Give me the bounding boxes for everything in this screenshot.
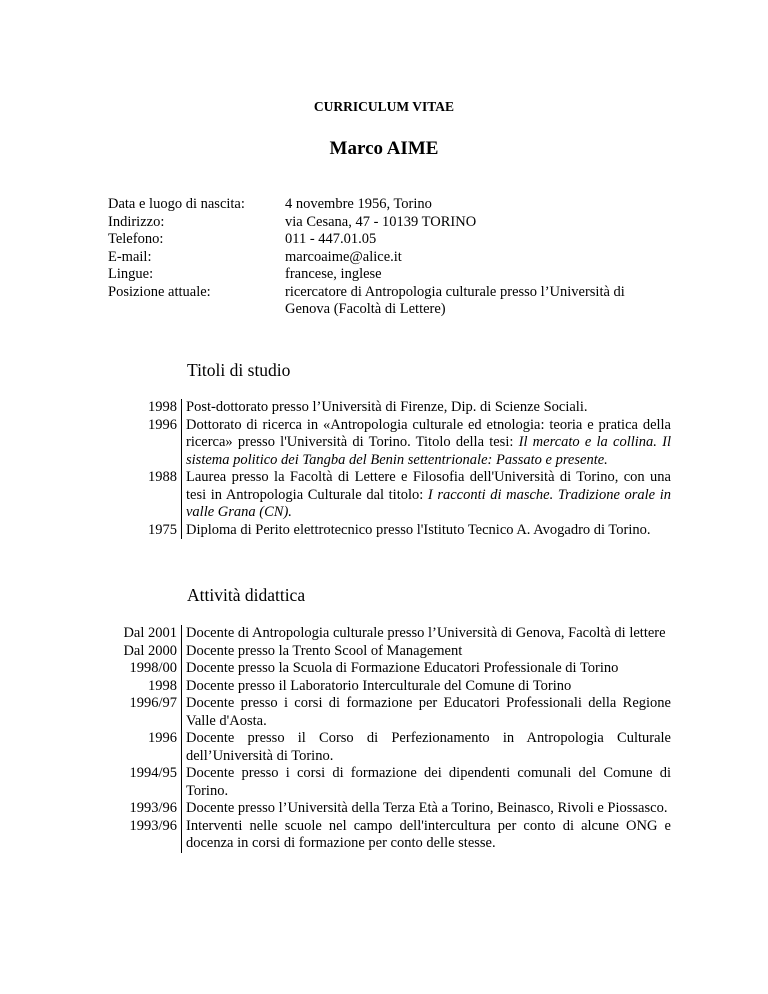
timeline-row — [100, 660, 671, 678]
timeline-row — [100, 399, 671, 417]
timeline-row — [100, 695, 671, 730]
timeline-text — [181, 417, 671, 470]
timeline-row — [100, 765, 671, 800]
timeline-year: 1993/96 — [129, 800, 177, 816]
info-value: 4 novembre 1956, Torino — [285, 196, 432, 212]
timeline-row — [100, 417, 671, 470]
thesis-title: I racconti di masche. Tradizione orale in valle Grana (CN). — [186, 486, 671, 520]
timeline-text: Docente presso l’Università della Terza Età a Torino, Beinasco, Rivoli e Piossasco. — [181, 800, 671, 818]
timeline-text: Interventi nelle scuole nel campo dell'intercultura per conto di alcune ONG e docenza in corsi di formazione per conto delle stesse. — [181, 818, 671, 853]
info-row-position — [108, 284, 668, 319]
info-value: via Cesana, 47 - 10139 TORINO — [285, 213, 477, 230]
info-label: Telefono: — [108, 231, 164, 247]
didattica-timeline — [100, 625, 671, 853]
timeline-text: Docente di Antropologia culturale presso l’Università di Genova, Facoltà di lettere — [181, 625, 671, 643]
section-heading-didattica: Attività didattica — [187, 585, 306, 605]
timeline-text: Docente presso i corsi di formazione per Educatori Professionali della Regione Valle d'Aosta. — [181, 695, 671, 730]
timeline-text — [181, 399, 671, 417]
timeline-text: Docente presso il Corso di Perfezionamento in Antropologia Culturale dell’Università di Torino. — [181, 730, 671, 765]
info-row-address — [108, 214, 668, 232]
timeline-year: 1998 — [148, 677, 177, 694]
timeline-row — [100, 800, 671, 818]
timeline-year: 1975 — [148, 521, 177, 538]
document-title: CURRICULUM VITAE — [313, 99, 455, 114]
entry-text: Diploma di Perito elettrotecnico presso l'Istituto Tecnico A. Avogadro di Torino. — [186, 521, 651, 538]
timeline-text: Docente presso i corsi di formazione dei dipendenti comunali del Comune di Torino. — [181, 765, 671, 800]
person-name: Marco AIME — [329, 138, 439, 159]
info-row-phone — [108, 231, 668, 249]
timeline-year: 1998/00 — [129, 660, 177, 676]
timeline-row — [100, 818, 671, 853]
personal-info — [108, 196, 668, 319]
timeline-year: 1998 — [148, 399, 177, 415]
timeline-text: Docente presso la Trento Scool of Management — [181, 643, 671, 661]
info-value: marcoaime@alice.it — [285, 248, 402, 265]
timeline-row — [100, 643, 671, 661]
timeline-row — [100, 678, 671, 696]
info-row-birth — [108, 196, 668, 214]
timeline-row — [100, 730, 671, 765]
timeline-year: Dal 2001 — [123, 625, 177, 641]
timeline-year: 1994/95 — [129, 765, 177, 781]
section-heading-titoli: Titoli di studio — [187, 360, 291, 380]
info-row-languages — [108, 266, 668, 284]
timeline-row — [100, 522, 671, 540]
timeline-row — [100, 625, 671, 643]
info-label: Lingue: — [108, 266, 154, 282]
timeline-year: 1988 — [148, 469, 177, 485]
info-value: ricercatore di Antropologia culturale presso l’Università di Genova (Facoltà di Lettere) — [285, 283, 625, 317]
info-label: Indirizzo: — [108, 213, 165, 230]
entry-text: Laurea presso la Facoltà di Lettere e Filosofia dell'Università di Torino, con una tesi in Antropologia Culturale dal titolo: — [186, 469, 671, 503]
timeline-year: 1996 — [148, 730, 177, 746]
info-label: Data e luogo di nascita: — [108, 196, 245, 212]
timeline-year: 1996 — [148, 416, 177, 433]
timeline-text — [181, 469, 671, 522]
thesis-title: Il mercato e la collina. Il sistema politico dei Tangba del Benin settentrionale: Passato e presente. — [186, 434, 671, 468]
info-label: Posizione attuale: — [108, 283, 211, 300]
entry-text: Post-dottorato presso l’Università di Firenze, Dip. di Scienze Sociali. — [186, 399, 588, 415]
timeline-text: Docente presso il Laboratorio Interculturale del Comune di Torino — [181, 678, 671, 696]
timeline-text: Docente presso la Scuola di Formazione Educatori Professionale di Torino — [181, 660, 671, 678]
timeline-year: Dal 2000 — [123, 642, 177, 659]
entry-text: Dottorato di ricerca in «Antropologia culturale ed etnologia: teoria e pratica della ricerca» presso l'Università di Torino. Titolo della tesi: — [186, 416, 671, 450]
info-row-email — [108, 249, 668, 267]
info-value: francese, inglese — [285, 266, 382, 282]
timeline-year: 1993/96 — [129, 817, 177, 834]
timeline-year: 1996/97 — [129, 695, 177, 711]
titoli-timeline — [100, 399, 671, 539]
timeline-text — [181, 522, 671, 540]
timeline-row — [100, 469, 671, 522]
info-label: E-mail: — [108, 248, 152, 265]
info-value: 011 - 447.01.05 — [285, 231, 377, 247]
